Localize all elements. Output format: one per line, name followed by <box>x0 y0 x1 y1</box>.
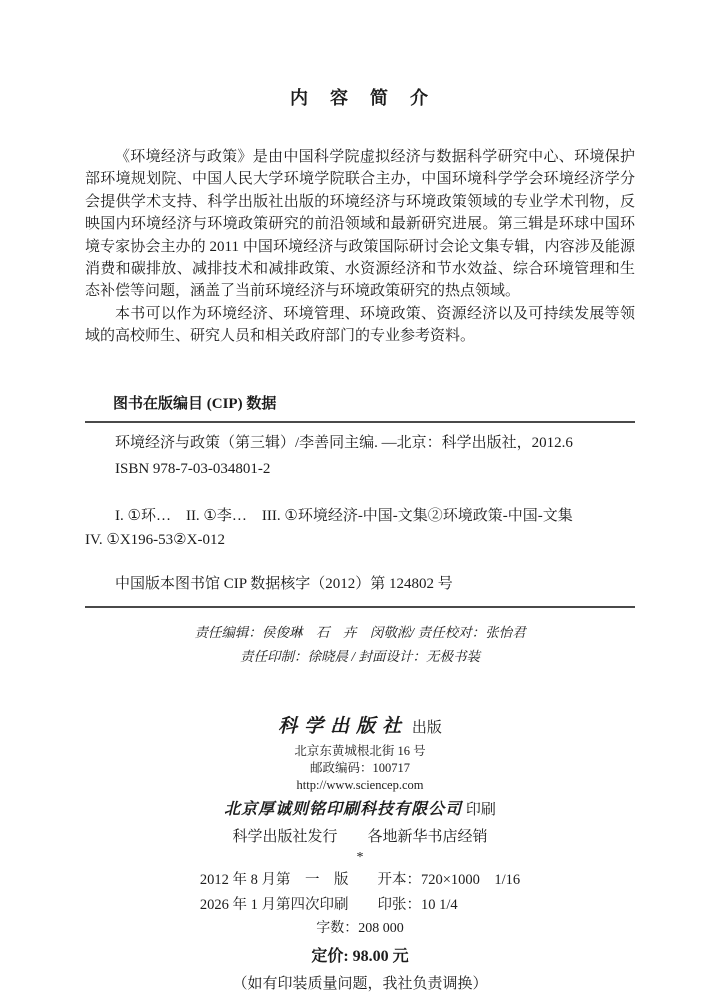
separator-star: * <box>356 849 364 865</box>
page-content <box>85 0 635 993</box>
publisher-website: http://www.sciencep.com <box>296 777 424 792</box>
publisher-address: 北京东黄城根北街 16 号 <box>294 743 426 758</box>
printer-line <box>85 796 635 819</box>
imprint-block <box>85 711 635 993</box>
edition-line: 2012 年 8 月第 一 版 开本：720×1000 1/16 <box>199 871 521 888</box>
edition-lines <box>200 868 520 918</box>
intro-paragraph-2: 本书可以作为环境经济、环境管理、环境政策、资源经济以及可持续发展等领域的高校师生、研究人员和相关政府部门的专业参考资料。 <box>85 305 635 345</box>
publisher-name: 科学出版社 <box>278 715 409 737</box>
edition-block <box>85 868 635 918</box>
credits-editors-line: 责任编辑：侯俊琳 石 卉 闵敬淞/ 责任校对：张怡君 <box>194 624 526 640</box>
credits-printing-design-line: 责任印制：徐晓晨 / 封面设计：无极书装 <box>239 648 480 664</box>
cip-classification-1: I. ①环… II. ①李… III. ①环境经济-中国-文集②环境政策-中国-文集 <box>115 507 573 524</box>
divider-bottom <box>85 606 635 608</box>
cip-classification-2: IV. ①X196-53②X-012 <box>85 531 225 548</box>
cip-isbn: ISBN 978-7-03-034801-2 <box>115 460 271 477</box>
publisher-suffix: 出版 <box>408 719 442 736</box>
printing-line: 2026 年 1 月第四次印刷 印张：10 1/4 <box>199 896 458 913</box>
cip-registry: 中国版本图书馆 CIP 数据核字（2012）第 124802 号 <box>115 575 453 592</box>
printer-name: 北京厚诚则铭印刷科技有限公司 <box>224 800 463 818</box>
publisher-postcode: 邮政编码：100717 <box>309 760 410 775</box>
cip-title-line: 环境经济与政策（第三辑）/李善同主编. —北京：科学出版社，2012.6 <box>115 434 573 451</box>
publisher-line <box>85 711 635 738</box>
printer-suffix: 印刷 <box>462 801 496 818</box>
cip-heading: 图书在版编目 (CIP) 数据 <box>113 395 277 412</box>
distribution-line: 科学出版社发行 各地新华书店经销 <box>232 828 488 845</box>
staff-credits <box>85 621 635 669</box>
intro-paragraph-1: 《环境经济与政策》是由中国科学院虚拟经济与数据科学研究中心、环境保护部环境规划院、中国人民大学环境学院联合主办，中国环境科学学会环境经济学分会提供学术支持、科学出版社出版的环境经济与环境政策领域的专业学术刊物，反映国内环境经济与环境政策研究的前沿领域和最新研究进展。第三辑是环球中国环境专家协会主办的 2011 中国环境经济与政策国际研讨会论文集专辑，内容涉及能源消费和碳排放、减排技术和减排政策、水资源经济和节水效益、综合环境管理和生态补偿等问题，涵盖了当前环境经济与环境政策研究的热点领域。 <box>85 149 635 300</box>
page-title: 内 容 简 介 <box>290 88 430 108</box>
divider-top <box>85 421 635 423</box>
exchange-notice: （如有印装质量问题，我社负责调换） <box>232 975 488 992</box>
word-count-line: 字数：208 000 <box>316 920 404 936</box>
content-introduction <box>85 146 635 348</box>
price-line: 定价: 98.00 元 <box>311 947 409 965</box>
